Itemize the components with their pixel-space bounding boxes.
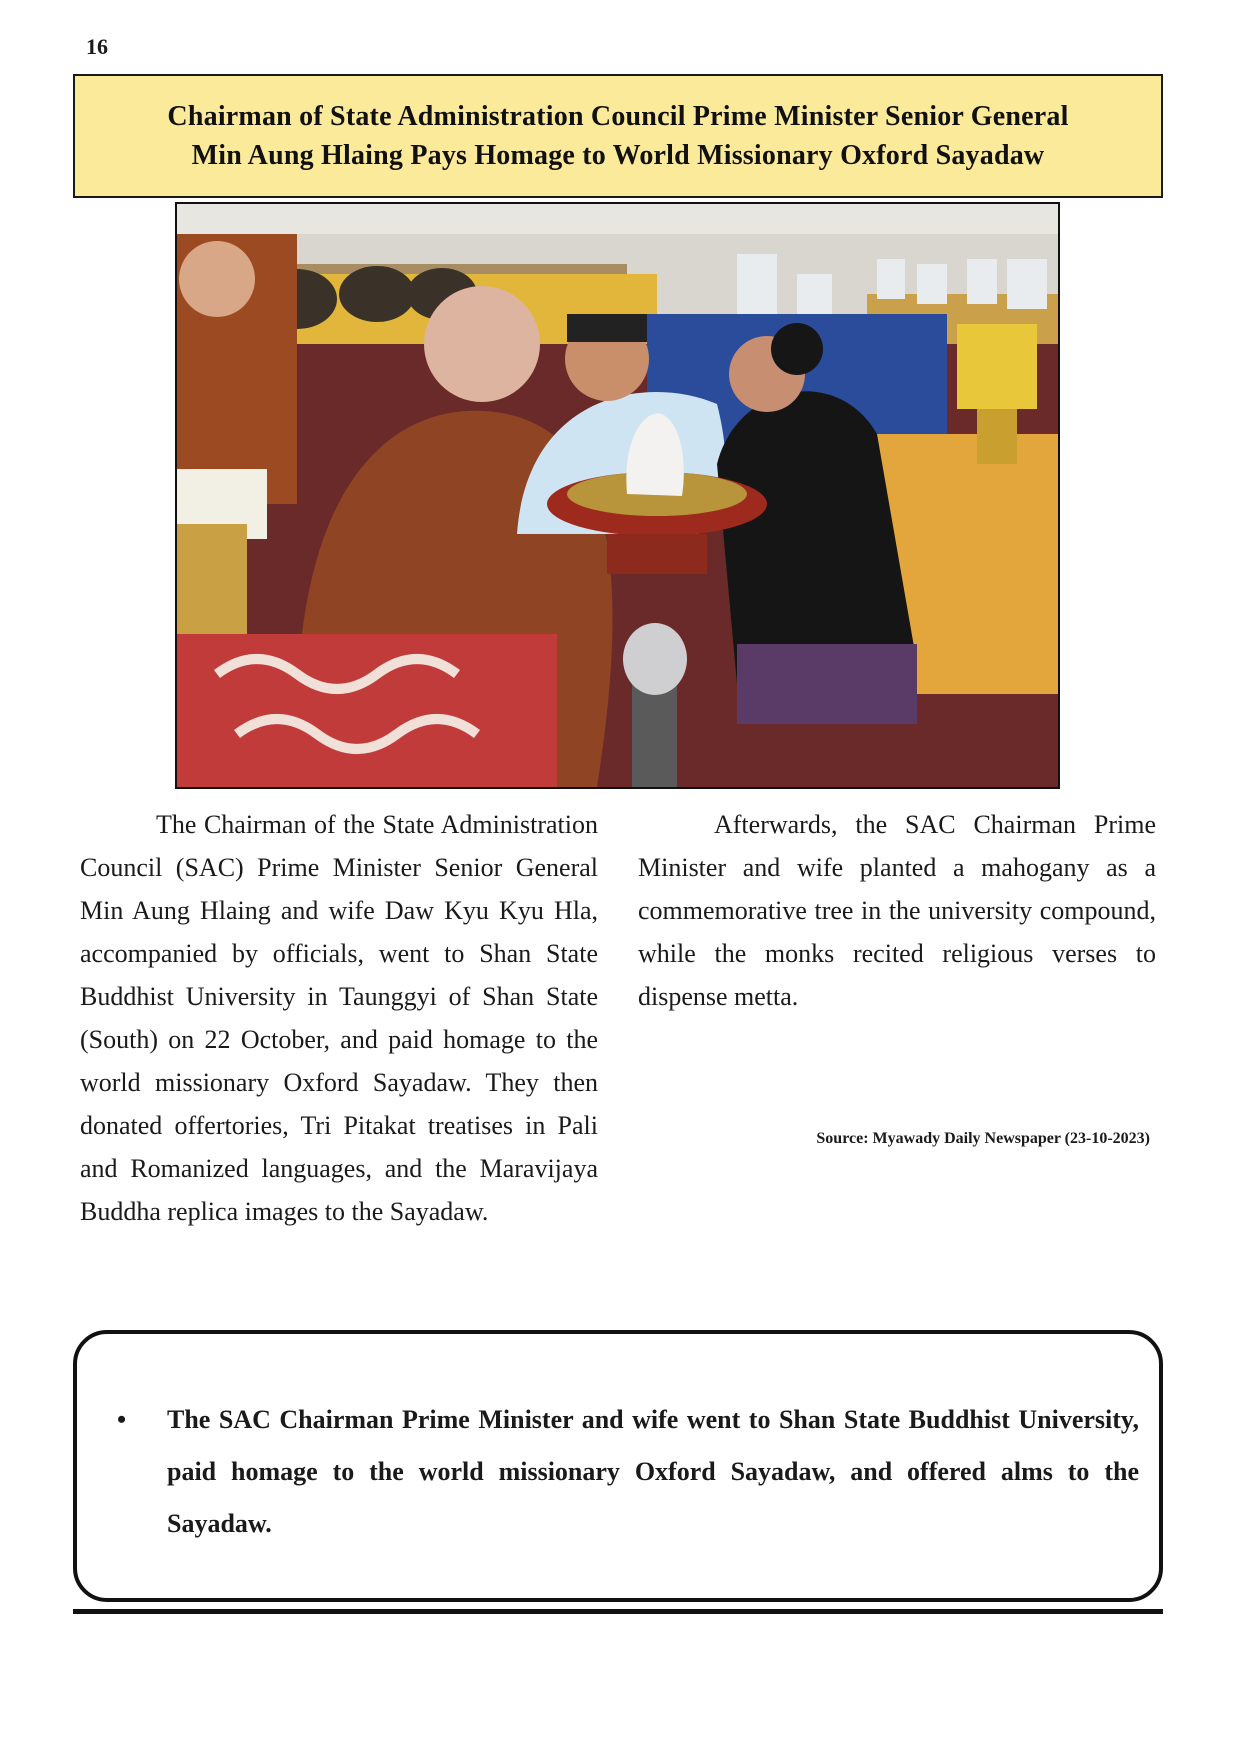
title-line-1: Chairman of State Administration Council Prime Minister Senior General (167, 101, 1069, 132)
article-paragraph: Afterwards, the SAC Chairman Prime Minister and wife planted a mahogany as a commemorative tree in the university compound, while the monks recited religious verses to dispense metta. (638, 810, 1156, 1011)
summary-item (117, 1394, 1139, 1550)
page-title (167, 97, 1068, 175)
bullet-icon: • (117, 1405, 127, 1434)
page-number: 16 (86, 34, 108, 59)
summary-box (73, 1330, 1163, 1602)
summary-text: The SAC Chairman Prime Minister and wife went to Shan State Buddhist University, paid homage to the world missionary Oxford Sayadaw, and offered alms to the Sayadaw. (167, 1405, 1139, 1538)
news-photo (175, 202, 1060, 789)
article-column-left (80, 803, 598, 1233)
title-banner (73, 74, 1163, 198)
summary-list (117, 1394, 1139, 1550)
article-paragraph: The Chairman of the State Administration Council (SAC) Prime Minister Senior General Min Aung Hlaing and wife Daw Kyu Kyu Hla, accompanied by officials, went to Shan State Buddhist University in Taunggyi of Shan State (South) on 22 October, and paid homage to the world missionary Oxford Sayadaw. They then donated offertories, Tri Pitakat treatises in Pali and Romanized languages, and the Maravijaya Buddha replica images to the Sayadaw. (80, 810, 598, 1226)
article-column-right (638, 803, 1156, 1018)
bottom-divider (73, 1609, 1163, 1614)
source-citation: Source: Myawady Daily Newspaper (23-10-2023) (816, 1130, 1150, 1147)
title-line-2: Min Aung Hlaing Pays Homage to World Missionary Oxford Sayadaw (191, 140, 1045, 171)
